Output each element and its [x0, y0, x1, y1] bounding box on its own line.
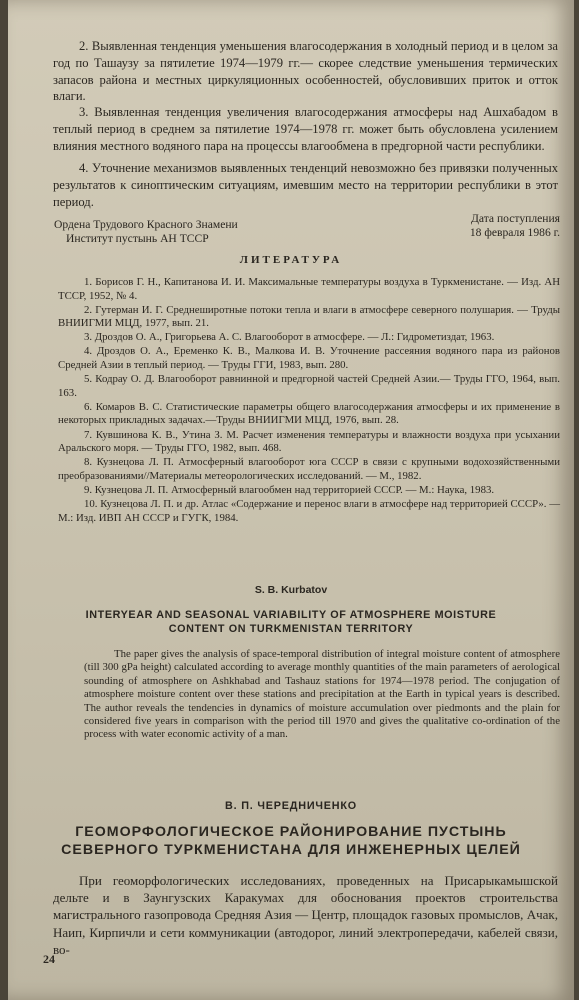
reference-item: 5. Кодрау О. Д. Влагооборот равнинной и предгорной частей Средней Азии.— Труды ГГО, 1964, вып. 163.	[58, 373, 560, 399]
english-title	[8, 608, 574, 636]
english-author: S. B. Kurbatov	[254, 584, 328, 596]
reference-item: 7. Кувшинова К. В., Утина З. М. Расчет изменения температуры и влажности воздуха при усыхании Аральского моря. — Труды ГГО, 1982, вып. 468.	[58, 428, 560, 455]
affiliation-line-2: Институт пустынь АН ТССР	[66, 231, 209, 245]
journal-page	[8, 0, 574, 1000]
reference-item: 2. Гутерман И. Г. Среднеширотные потоки тепла и влаги в атмосфере северного полушария. — Труды ВНИИГМИ МЦД, 1977, вып. 21.	[58, 303, 560, 330]
article-author: В. П. ЧЕРЕДНИЧЕНКО	[225, 800, 357, 812]
reference-item: 4. Дроздов О. А., Еременко К. В., Малкова И. В. Уточнение рассеяния водяного пара из районов Средней Азии в теплый период. — Труды ГГИ, 1983, вып. 280.	[58, 345, 560, 372]
literature-heading: ЛИТЕРАТУРА	[239, 254, 343, 266]
affiliation	[54, 218, 238, 245]
affiliation-line-1: Ордена Трудового Красного Знамени	[54, 218, 238, 231]
english-title-line-2: CONTENT ON TURKMENISTAN TERRITORY	[168, 623, 414, 635]
reference-item: 8. Кузнецова Л. П. Атмосферный влагооборот юга СССР в связи с крупными водохозяйственными преобразованиями//Материалы метеорологических исследований. — М., 1982.	[58, 456, 560, 482]
english-abstract: The paper gives the analysis of space-temporal distribution of integral moisture content of atmosphere (till 300 gPa height) calculated according to average monthly quantities of the main parameters of aerological sounding of atmosphere on Ashkhabad and Tashauz stations for 1974—1978 period. The conjugation of atmosphere moisture content over these stations and precipitation at the Earth in typical years is described. The author reveals the tendencies in dynamics of moisture accumulation over piedmonts and the plain for considered five years in comparison with the period till 1970 and gives the qualitative co-ordination of the process with water economic activity of a man.	[84, 648, 560, 741]
conclusion-paragraph-3: 3. Выявленная тенденция увеличения влагосодержания атмосферы над Ашхабадом в теплый период в среднем за пятилетие 1974—1978 гг. может быть обусловлена усилением влияния местного водяного пара на процессы влагообмена в предгорной части республики.	[53, 105, 558, 153]
page-number: 24	[43, 952, 55, 966]
article-intro: При геоморфологических исследованиях, проведенных на Присарыкамышской дельте и в Заунгузских Каракумах для обоснования проектов строительства магистрального газопровода Средняя Азия — Центр, площадок газовых промыслов, Ачак, Наип, Кирпичли и сети коммуникации (автодорог, линий электропередачи, кабелей связи, во-	[53, 873, 558, 957]
reference-item: 6. Комаров В. С. Статистические параметры общего влагосодержания атмосферы и их применение в некоторых прикладных задачах.—Труды ВНИИГМИ МЦД, 1976, вып. 28.	[58, 400, 560, 427]
article-title	[8, 823, 574, 859]
reference-item: 9. Кузнецова Л. П. Атмосферный влагообмен над территорией СССР. — М.: Наука, 1983.	[84, 483, 495, 496]
reference-item: 10. Кузнецова Л. П. и др. Атлас «Содержание и перенос влаги в атмосфере над территорией СССР». — М.: Изд. ИВП АН СССР и ГУГК, 1984.	[58, 498, 560, 524]
received-date	[470, 212, 560, 239]
conclusion-paragraph-2: 2. Выявленная тенденция уменьшения влагосодержания в холодный период и в целом за год по Ташаузу за пятилетие 1974—1979 гг.— скорее следствие уменьшения термических запасов района и местных циркуляционных особенностей, обусловивших приток и отток влаги.	[53, 39, 558, 104]
reference-item: 3. Дроздов О. А., Григорьева А. С. Влагооборот в атмосфере. — Л.: Гидрометиздат, 1963.	[84, 331, 495, 344]
received-date-value: 18 февраля 1986 г.	[469, 225, 560, 239]
article-title-line-2: СЕВЕРНОГО ТУРКМЕНИСТАНА ДЛЯ ИНЖЕНЕРНЫХ ЦЕЛЕЙ	[61, 842, 521, 858]
conclusion-paragraph-4: 4. Уточнение механизмов выявленных тенденций невозможно без привязки полученных результатов к синоптическим ситуациям, имевшим место на территории республики в этот период.	[53, 161, 558, 209]
reference-list	[58, 276, 560, 526]
article-title-line-1: ГЕОМОРФОЛОГИЧЕСКОЕ РАЙОНИРОВАНИЕ ПУСТЫНЬ	[75, 824, 507, 840]
reference-item: 1. Борисов Г. Н., Капитанова И. И. Максимальные температуры воздуха в Туркменистане. — Изд. АН ТССР, 1952, № 4.	[58, 276, 560, 302]
received-date-label: Дата поступления	[470, 212, 560, 225]
english-title-line-1: INTERYEAR AND SEASONAL VARIABILITY OF ATMOSPHERE MOISTURE	[85, 609, 497, 621]
